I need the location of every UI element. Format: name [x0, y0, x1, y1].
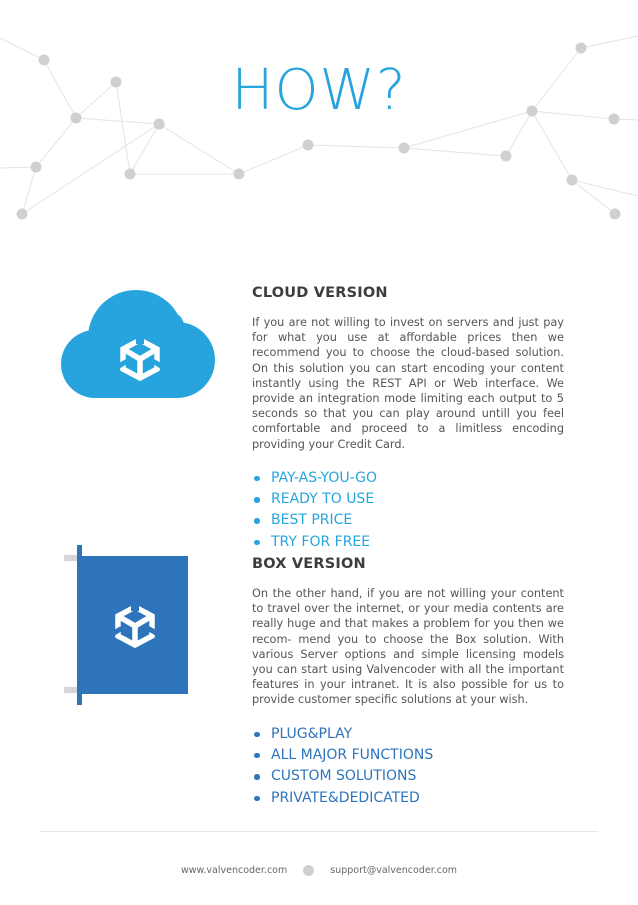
cloud-feature-list — [252, 468, 564, 553]
box-version-description: On the other hand, if you are not willing your content to travel over the internet, or your media contents are really huge and that makes a problem for you then we recom- mend you to choose the Box solution. With various Server options and simple licensing models you can start using Valvencoder with all the important features in your intranet. It is also possible for us to provide customer specific solutions at your wish. — [252, 587, 564, 707]
footer-divider — [40, 831, 598, 832]
page-title: HOW? — [231, 58, 407, 123]
cloud-icon — [58, 288, 220, 404]
list-item: READY TO USE — [252, 489, 564, 510]
cloud-version-section — [252, 285, 564, 553]
list-item: BEST PRICE — [252, 510, 564, 531]
list-item: CUSTOM SOLUTIONS — [252, 766, 564, 787]
box-feature-list — [252, 724, 564, 809]
list-item: ALL MAJOR FUNCTIONS — [252, 745, 564, 766]
footer-website-link[interactable]: www.valvencoder.com — [180, 864, 288, 876]
bullet-icon — [254, 774, 260, 780]
list-item: PAY-AS-YOU-GO — [252, 468, 564, 489]
list-item: PRIVATE&DEDICATED — [252, 788, 564, 809]
footer-email-link[interactable]: support@valvencoder.com — [330, 864, 458, 876]
bullet-icon — [254, 476, 260, 482]
footer — [0, 860, 638, 880]
list-item: TRY FOR FREE — [252, 532, 564, 553]
bullet-icon — [254, 753, 260, 759]
list-item: PLUG&PLAY — [252, 724, 564, 745]
cloud-version-description: If you are not willing to invest on servers and just pay for what you use at affordable prices then we recommend you to choose the cloud-based solution. On this solution you can start encoding your content instantly using the REST API or Web interface. We provide an integration mode limiting each output to 5 seconds so that you can play around untill you feel comfortable and proceed to a limitless encoding providing your Credit Card. — [252, 316, 564, 451]
bullet-icon — [254, 518, 260, 524]
bullet-icon — [254, 540, 260, 546]
separator-dot-icon — [303, 865, 314, 876]
box-version-section — [252, 556, 564, 809]
cloud-version-heading: CLOUD VERSION — [252, 285, 388, 301]
flag-banner-icon — [62, 543, 192, 707]
box-version-heading: BOX VERSION — [252, 556, 366, 572]
bullet-icon — [254, 732, 260, 738]
bullet-icon — [254, 796, 260, 802]
bullet-icon — [254, 497, 260, 503]
